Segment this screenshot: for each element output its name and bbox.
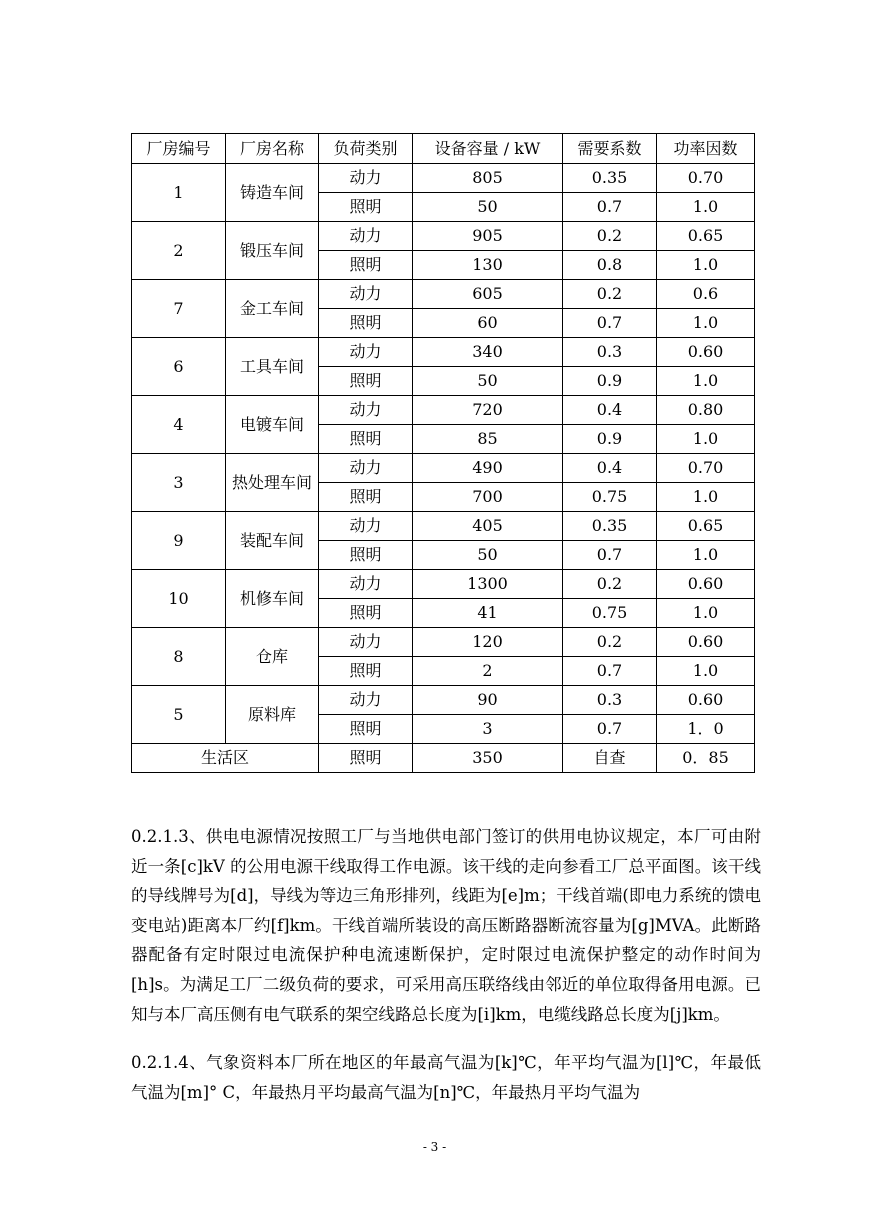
power-factor-cell: 0．85 [657,744,755,773]
power-factor-cell: 1.0 [657,541,755,570]
building-id-cell: 7 [132,280,226,338]
header-cell: 功率因数 [657,134,755,164]
table-header-row [132,134,755,164]
demand-factor-cell: 0.7 [563,193,657,222]
demand-factor-cell: 0.75 [563,483,657,512]
power-factor-cell: 0.60 [657,628,755,657]
load-type-cell: 动力 [319,280,413,309]
header-cell: 厂房编号 [132,134,226,164]
load-type-cell: 照明 [319,309,413,338]
load-type-cell: 照明 [319,657,413,686]
table-row [132,338,755,367]
power-factor-cell: 0.65 [657,512,755,541]
load-type-cell: 动力 [319,454,413,483]
building-name-cell: 金工车间 [226,280,319,338]
demand-factor-cell: 0.2 [563,222,657,251]
load-type-cell: 照明 [319,193,413,222]
demand-factor-cell: 0.7 [563,541,657,570]
capacity-cell: 50 [413,367,563,396]
demand-factor-cell: 0.7 [563,657,657,686]
load-type-cell: 照明 [319,744,413,773]
demand-factor-cell: 0.7 [563,309,657,338]
demand-factor-cell: 0.3 [563,686,657,715]
capacity-cell: 2 [413,657,563,686]
demand-factor-cell: 0.8 [563,251,657,280]
building-id-cell: 1 [132,164,226,222]
capacity-cell: 120 [413,628,563,657]
load-type-cell: 照明 [319,483,413,512]
demand-factor-cell: 0.4 [563,396,657,425]
power-factor-cell: 1.0 [657,599,755,628]
capacity-cell: 700 [413,483,563,512]
power-factor-cell: 1.0 [657,193,755,222]
footer-label: 生活区 [132,744,319,773]
capacity-cell: 605 [413,280,563,309]
capacity-cell: 350 [413,744,563,773]
building-id-cell: 2 [132,222,226,280]
capacity-cell: 805 [413,164,563,193]
demand-factor-cell: 0.35 [563,164,657,193]
load-type-cell: 照明 [319,715,413,744]
capacity-cell: 720 [413,396,563,425]
capacity-cell: 50 [413,541,563,570]
power-factor-cell: 1.0 [657,367,755,396]
building-id-cell: 5 [132,686,226,744]
power-factor-cell: 0.70 [657,454,755,483]
table-row [132,686,755,715]
load-type-cell: 照明 [319,599,413,628]
demand-factor-cell: 0.9 [563,367,657,396]
power-factor-cell: 0.60 [657,338,755,367]
building-name-cell: 电镀车间 [226,396,319,454]
header-cell: 设备容量 / kW [413,134,563,164]
power-factor-cell: 1.0 [657,309,755,338]
demand-factor-cell: 0.4 [563,454,657,483]
building-id-cell: 8 [132,628,226,686]
header-cell: 负荷类别 [319,134,413,164]
power-factor-cell: 0.60 [657,570,755,599]
building-name-cell: 工具车间 [226,338,319,396]
power-factor-cell: 1．0 [657,715,755,744]
building-name-cell: 原料库 [226,686,319,744]
load-type-cell: 动力 [319,164,413,193]
paragraph-power-supply: 0.2.1.3、供电电源情况按照工厂与当地供电部门签订的供用电协议规定，本厂可由附近一条[c]kV 的公用电源干线取得工作电源。该干线的走向参看工厂总平面图。该干线的导线牌号为[d]，导线为等边三角形排列，线距为[e]m；干线首端(即电力系统的馈电变电站)距离本厂约[f]km。干线首端所装设的高压断路器断流容量为[g]MVA。此断路器配备有定时限过电流保护种电流速断保护，定时限过电流保护整定的动作时间为[h]s。为满足工厂二级负荷的要求，可采用高压联络线由邻近的单位取得备用电源。已知与本厂高压侧有电气联系的架空线路总长度为[i]km，电缆线路总长度为[j]km。 [131,827,761,1024]
building-id-cell: 4 [132,396,226,454]
power-factor-cell: 1.0 [657,251,755,280]
demand-factor-cell: 0.2 [563,628,657,657]
demand-factor-cell: 0.3 [563,338,657,367]
building-name-cell: 仓库 [226,628,319,686]
table-row [132,164,755,193]
load-type-cell: 动力 [319,628,413,657]
load-type-cell: 动力 [319,338,413,367]
load-type-cell: 动力 [319,570,413,599]
building-name-cell: 锻压车间 [226,222,319,280]
capacity-cell: 85 [413,425,563,454]
demand-factor-cell: 0.9 [563,425,657,454]
demand-factor-cell: 自查 [563,744,657,773]
building-name-cell: 机修车间 [226,570,319,628]
building-id-cell: 3 [132,454,226,512]
power-factor-cell: 1.0 [657,483,755,512]
building-name-cell: 装配车间 [226,512,319,570]
table-footer-row [132,744,755,773]
power-factor-cell: 0.65 [657,222,755,251]
power-factor-cell: 0.60 [657,686,755,715]
load-type-cell: 动力 [319,512,413,541]
capacity-cell: 1300 [413,570,563,599]
load-table [131,133,755,773]
power-factor-cell: 0.80 [657,396,755,425]
table-row [132,570,755,599]
load-type-cell: 照明 [319,425,413,454]
capacity-cell: 905 [413,222,563,251]
building-id-cell: 6 [132,338,226,396]
header-cell: 需要系数 [563,134,657,164]
table-row [132,396,755,425]
power-factor-cell: 1.0 [657,425,755,454]
load-type-cell: 照明 [319,251,413,280]
capacity-cell: 405 [413,512,563,541]
demand-factor-cell: 0.2 [563,570,657,599]
building-name-cell: 铸造车间 [226,164,319,222]
capacity-cell: 3 [413,715,563,744]
demand-factor-cell: 0.35 [563,512,657,541]
capacity-cell: 130 [413,251,563,280]
table-row [132,512,755,541]
load-type-cell: 动力 [319,222,413,251]
load-type-cell: 照明 [319,367,413,396]
table-row [132,454,755,483]
building-id-cell: 9 [132,512,226,570]
demand-factor-cell: 0.7 [563,715,657,744]
capacity-cell: 340 [413,338,563,367]
capacity-cell: 50 [413,193,563,222]
capacity-cell: 41 [413,599,563,628]
load-type-cell: 照明 [319,541,413,570]
paragraph-weather: 0.2.1.4、气象资料本厂所在地区的年最高气温为[k]℃，年平均气温为[l]℃，年最低气温为[m]° C，年最热月平均最高气温为[n]℃，年最热月平均气温为 [131,1053,761,1102]
capacity-cell: 90 [413,686,563,715]
table-body [132,164,755,744]
building-name-cell: 热处理车间 [226,454,319,512]
demand-factor-cell: 0.75 [563,599,657,628]
table-row [132,628,755,657]
page-number: - 3 - [422,1140,447,1154]
header-cell: 厂房名称 [226,134,319,164]
capacity-cell: 60 [413,309,563,338]
power-factor-cell: 0.70 [657,164,755,193]
table-row [132,280,755,309]
load-type-cell: 动力 [319,396,413,425]
capacity-cell: 490 [413,454,563,483]
power-factor-cell: 1.0 [657,657,755,686]
table-row [132,222,755,251]
load-type-cell: 动力 [319,686,413,715]
building-id-cell: 10 [132,570,226,628]
power-factor-cell: 0.6 [657,280,755,309]
demand-factor-cell: 0.2 [563,280,657,309]
